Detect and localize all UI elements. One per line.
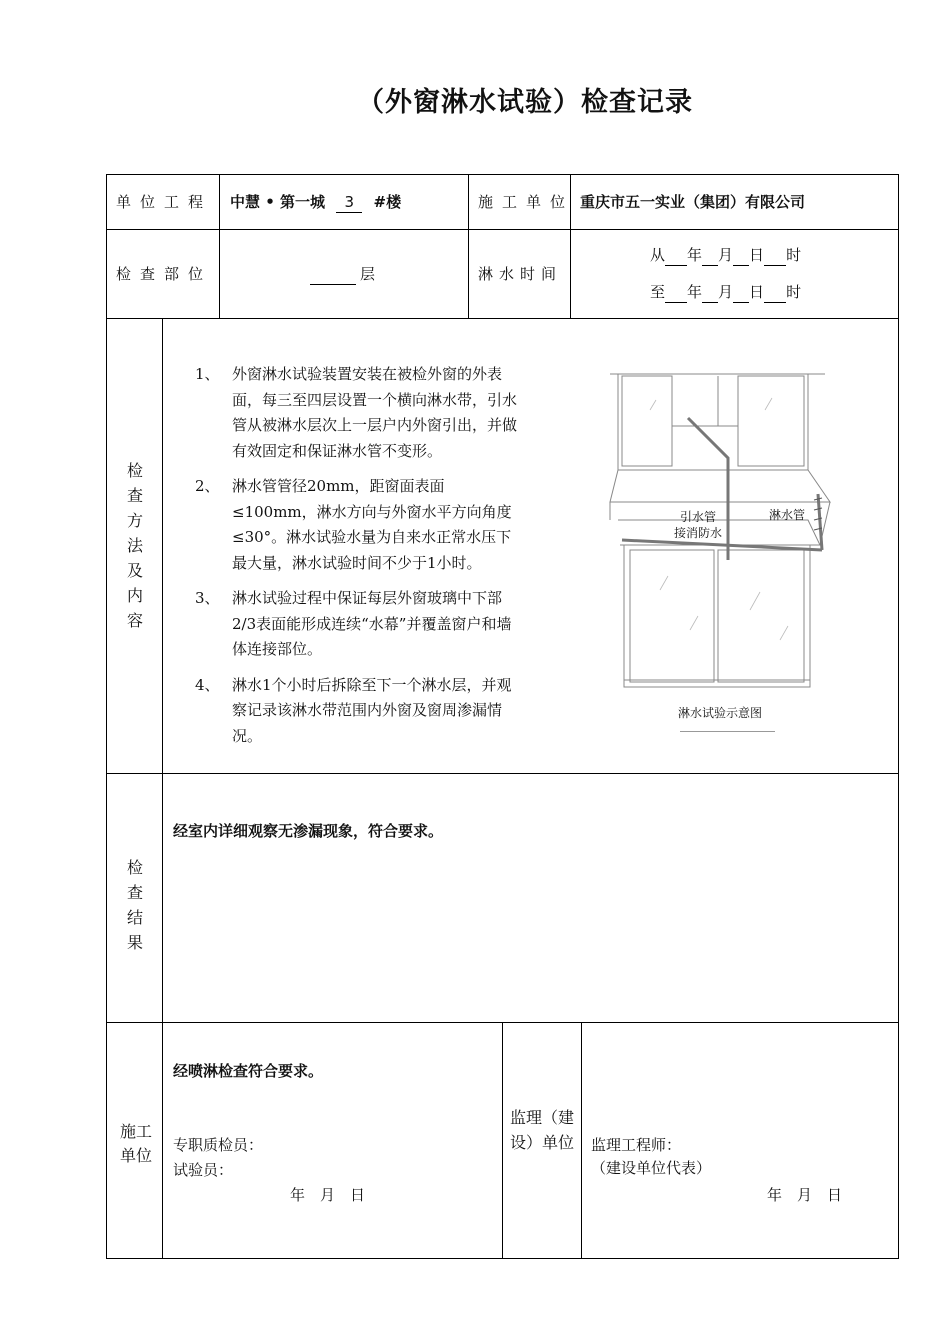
method-list: [195, 362, 525, 759]
representative-label: （建设单位代表）: [591, 1159, 712, 1177]
construction-date: 年 月 日: [290, 1186, 366, 1204]
contractor-label: 施工单位: [478, 193, 575, 211]
page-title: （外窗淋水试验）检查记录: [357, 87, 693, 118]
floor-field: 层: [310, 264, 375, 285]
project-label: 单位工程: [116, 193, 213, 211]
time-from: 从 年 月 日 时: [650, 246, 802, 264]
spray-pipe-label: 淋水管: [768, 508, 805, 522]
inspector-label: 专职质检员：: [173, 1136, 264, 1154]
time-label: 淋水时间: [478, 265, 563, 283]
result-label: 检查结果: [126, 858, 143, 952]
supervision-label: 监理（建设）单位: [509, 1108, 574, 1152]
inlet-pipe-label: 引水管 接消防水: [673, 510, 722, 540]
construction-label: 施工单位: [119, 1122, 152, 1165]
construction-statement: 经喷淋检查符合要求。: [173, 1062, 324, 1080]
project-name: 中慧 • 第一城 3 #楼: [230, 193, 402, 211]
location-label: 检查部位: [116, 265, 213, 283]
list-item: 2、 淋水管管径20mm，距窗面表面≤100mm，淋水方向与外窗水平方向角度≤30°。淋水试验水量为自来水正常水压下最大量，淋水试验时间不少于1小时。: [195, 477, 512, 572]
result-text: 经室内详细观察无渗漏现象，符合要求。: [173, 822, 444, 840]
supervision-date: 年 月 日: [767, 1186, 843, 1204]
list-item: 1、 外窗淋水试验装置安装在被检外窗的外表面，每三至四层设置一个横向淋水带，引水管从被淋水层次上一层户内外窗引出，并做有效固定和保证淋水管不变形。: [195, 365, 518, 460]
diagram-caption: 淋水试验示意图: [677, 706, 762, 720]
list-item: 4、 淋水1个小时后拆除至下一个淋水层，并观察记录该淋水带范围内外窗及窗周渗漏情况。: [195, 675, 512, 745]
tester-label: 试验员：: [173, 1161, 234, 1179]
contractor-value: 重庆市五一实业（集团）有限公司: [580, 193, 806, 211]
time-to: 至 年 月 日 时: [650, 283, 802, 301]
engineer-label: 监理工程师：: [591, 1136, 682, 1154]
building-number: 3: [336, 192, 362, 213]
method-label: 检查方法及内容: [126, 461, 143, 630]
floor-blank[interactable]: [310, 264, 356, 285]
list-item: 3、 淋水试验过程中保证每层外窗玻璃中下部2/3表面能形成连续“水幕”并覆盖窗户和墙体连接部位。: [195, 589, 512, 658]
